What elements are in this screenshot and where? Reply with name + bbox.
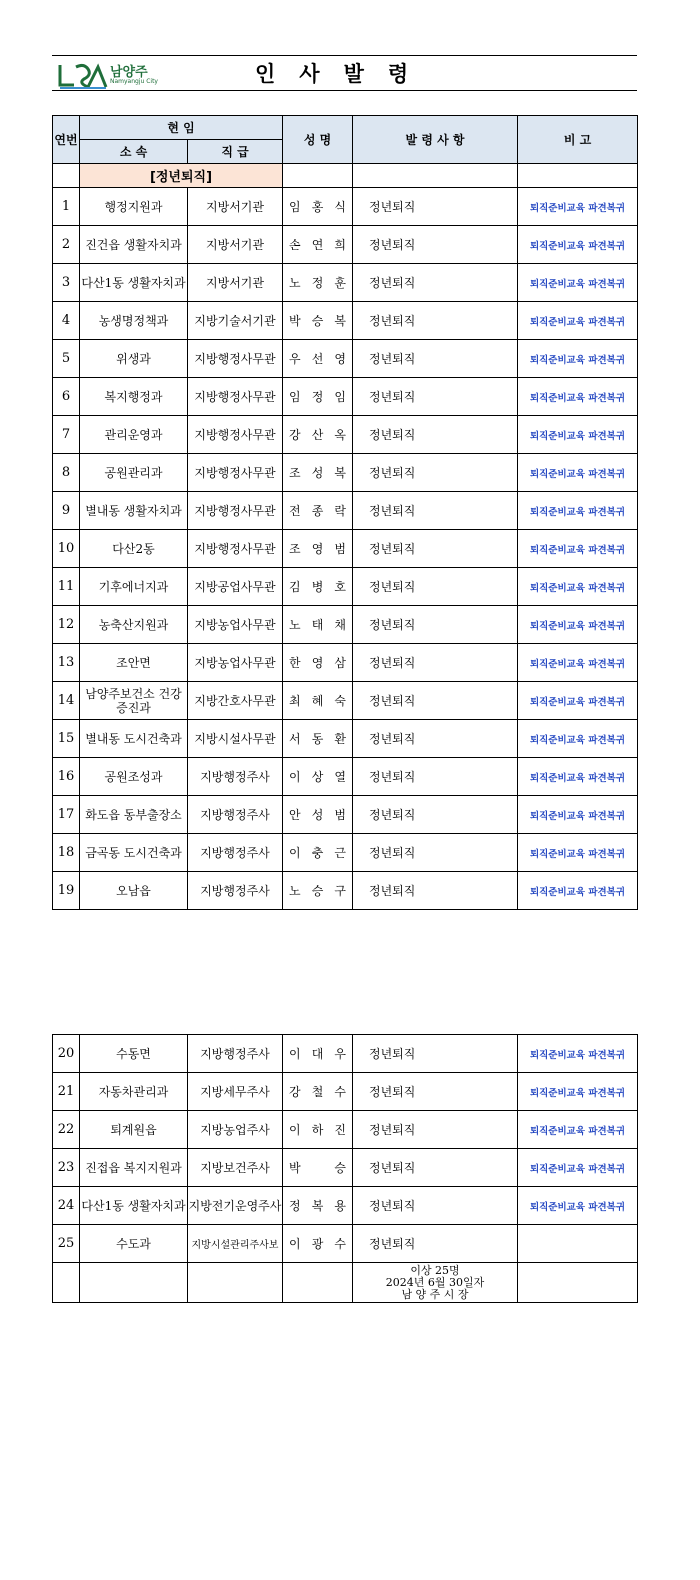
name-char: 성 [311,808,324,822]
row-dept: 기후에너지과 [80,568,188,606]
row-dept: 진접읍 복지지원과 [80,1149,188,1187]
row-action: 정년퇴직 [353,606,518,644]
row-action: 정년퇴직 [353,1149,518,1187]
name-char: 이 [289,770,301,784]
name-char: 식 [334,200,346,214]
name-char: 손 [289,238,301,252]
row-dept: 다산1동 생활자치과 [80,264,188,302]
row-dept: 조안면 [80,644,188,682]
row-number: 23 [53,1149,80,1187]
row-name [283,264,353,302]
name-char: 강 [289,1085,301,1099]
name-char: 강 [289,428,301,442]
row-remark: 퇴직준비교육 파견복귀 [518,834,638,872]
name-char: 한 [289,656,301,670]
row-number: 25 [53,1225,80,1263]
row-action: 정년퇴직 [353,1187,518,1225]
row-dept: 공원조성과 [80,758,188,796]
row-dept: 오남읍 [80,872,188,910]
row-number: 7 [53,416,80,454]
table-row [53,1225,638,1263]
name-char: 성 [311,466,324,480]
row-number: 5 [53,340,80,378]
name-char: 산 [311,428,324,442]
row-action: 정년퇴직 [353,264,518,302]
table-row [53,682,638,720]
row-name [283,492,353,530]
name-char: 이 [289,1047,301,1061]
row-rank: 지방행정주사 [188,758,283,796]
row-rank: 지방행정주사 [188,872,283,910]
row-dept: 수도과 [80,1225,188,1263]
row-name [283,568,353,606]
row-action: 정년퇴직 [353,682,518,720]
row-name [283,872,353,910]
name-char: 안 [289,808,301,822]
row-number: 20 [53,1035,80,1073]
row-number: 14 [53,682,80,720]
name-char: 하 [311,1123,324,1137]
row-name [283,226,353,264]
row-name [283,720,353,758]
name-char: 숙 [334,694,346,708]
header-action: 발 령 사 항 [353,116,518,164]
name-char: 최 [289,694,301,708]
row-name [283,1111,353,1149]
table-row [53,226,638,264]
name-char: 임 [334,390,346,404]
row-name [283,1149,353,1187]
row-action: 정년퇴직 [353,1111,518,1149]
row-action: 정년퇴직 [353,226,518,264]
row-action: 정년퇴직 [353,872,518,910]
name-char: 철 [311,1085,324,1099]
city-logo [58,61,168,91]
row-name [283,758,353,796]
row-remark: 퇴직준비교육 파견복귀 [518,720,638,758]
row-rank: 지방행정주사 [188,796,283,834]
row-number: 21 [53,1073,80,1111]
header-dept: 소 속 [80,140,188,164]
row-action: 정년퇴직 [353,340,518,378]
name-char: 정 [311,390,324,404]
row-name [283,834,353,872]
row-rank: 지방행정사무관 [188,340,283,378]
row-remark: 퇴직준비교육 파견복귀 [518,226,638,264]
row-action: 정년퇴직 [353,530,518,568]
name-char: 노 [289,618,301,632]
row-rank: 지방간호사무관 [188,682,283,720]
name-char: 상 [311,770,324,784]
row-rank: 지방농업사무관 [188,606,283,644]
logo-text: 남양주 [110,65,148,80]
row-action: 정년퇴직 [353,758,518,796]
table-row [53,302,638,340]
name-char: 대 [311,1047,324,1061]
row-name [283,1035,353,1073]
row-rank: 지방세무주사 [188,1073,283,1111]
table-row [53,796,638,834]
table-row [53,834,638,872]
row-name [283,796,353,834]
name-char: 노 [289,276,301,290]
row-name [283,378,353,416]
row-rank: 지방행정주사 [188,834,283,872]
row-rank: 지방보건주사 [188,1149,283,1187]
name-char: 우 [334,1047,346,1061]
row-dept: 위생과 [80,340,188,378]
row-remark: 퇴직준비교육 파견복귀 [518,530,638,568]
row-rank: 지방서기관 [188,226,283,264]
name-char: 서 [289,732,301,746]
table-row [53,454,638,492]
name-char: 정 [289,1199,301,1213]
row-rank: 지방서기관 [188,188,283,226]
table-row [53,872,638,910]
row-name [283,1225,353,1263]
name-char: 임 [289,200,301,214]
name-char: 훈 [334,276,346,290]
table-row [53,340,638,378]
row-action: 정년퇴직 [353,492,518,530]
name-char: 노 [289,884,301,898]
footer-row [53,1263,638,1303]
name-char: 동 [311,732,324,746]
row-number: 6 [53,378,80,416]
row-action: 정년퇴직 [353,188,518,226]
name-char: 이 [289,1123,301,1137]
name-char: 병 [311,580,324,594]
logo-mark-icon [58,61,108,91]
table-row [53,264,638,302]
name-char: 희 [334,238,346,252]
table-row [53,758,638,796]
row-number: 17 [53,796,80,834]
row-remark: 퇴직준비교육 파견복귀 [518,416,638,454]
table-row [53,1035,638,1073]
row-action: 정년퇴직 [353,1073,518,1111]
row-number: 9 [53,492,80,530]
row-rank: 지방농업주사 [188,1111,283,1149]
name-char: 임 [289,390,301,404]
table-row [53,492,638,530]
row-rank: 지방농업사무관 [188,644,283,682]
name-char: 조 [289,542,301,556]
row-remark: 퇴직준비교육 파견복귀 [518,1187,638,1225]
row-name [283,302,353,340]
name-char: 복 [311,1199,324,1213]
footer-mayor: 남 양 주 시 장 [401,1287,469,1301]
row-remark: 퇴직준비교육 파견복귀 [518,644,638,682]
row-action: 정년퇴직 [353,1035,518,1073]
name-char: 우 [289,352,301,366]
row-action: 정년퇴직 [353,720,518,758]
table-row [53,1111,638,1149]
name-char: 전 [289,504,301,518]
name-char: 승 [334,1161,346,1175]
row-rank: 지방행정사무관 [188,454,283,492]
row-dept: 행정지원과 [80,188,188,226]
row-dept: 복지행정과 [80,378,188,416]
table-row [53,1149,638,1187]
name-char: 영 [311,656,324,670]
row-rank: 지방전기운영주사 [188,1187,283,1225]
table-row [53,416,638,454]
row-number: 4 [53,302,80,340]
row-remark: 퇴직준비교육 파견복귀 [518,378,638,416]
row-number: 13 [53,644,80,682]
name-char: 승 [311,884,324,898]
name-char: 락 [334,504,346,518]
name-char: 열 [334,770,346,784]
row-number: 18 [53,834,80,872]
row-rank: 지방시설사무관 [188,720,283,758]
row-action: 정년퇴직 [353,302,518,340]
row-action: 정년퇴직 [353,378,518,416]
name-char: 범 [334,542,346,556]
name-char: 복 [334,466,346,480]
row-dept: 금곡동 도시건축과 [80,834,188,872]
name-char: 태 [311,618,324,632]
row-remark: 퇴직준비교육 파견복귀 [518,492,638,530]
name-char: 수 [334,1237,346,1251]
row-number: 2 [53,226,80,264]
row-action: 정년퇴직 [353,1225,518,1263]
name-char: 진 [334,1123,346,1137]
name-char: 광 [311,1237,324,1251]
row-remark: 퇴직준비교육 파견복귀 [518,872,638,910]
name-char: 옥 [334,428,346,442]
row-action: 정년퇴직 [353,796,518,834]
row-remark: 퇴직준비교육 파견복귀 [518,302,638,340]
row-action: 정년퇴직 [353,568,518,606]
name-char: 용 [334,1199,346,1213]
row-rank: 지방기술서기관 [188,302,283,340]
name-char: 혜 [311,694,324,708]
row-dept: 진건읍 생활자치과 [80,226,188,264]
name-char: 충 [311,846,324,860]
row-dept: 남양주보건소 건강증진과 [80,682,188,720]
personnel-table-1 [52,115,638,910]
row-name [283,1073,353,1111]
row-rank: 지방서기관 [188,264,283,302]
row-rank: 지방행정사무관 [188,416,283,454]
row-dept: 퇴계원읍 [80,1111,188,1149]
table-row [53,1187,638,1225]
row-dept: 수동면 [80,1035,188,1073]
header-remark: 비 고 [518,116,638,164]
name-char: 호 [334,580,346,594]
row-dept: 다산2동 [80,530,188,568]
footer-total: 이상 25명 [410,1263,460,1277]
footer-signature [353,1263,518,1303]
row-number: 12 [53,606,80,644]
row-name [283,188,353,226]
footer-date: 2024년 6월 30일자 [385,1275,485,1289]
name-char: 영 [311,542,324,556]
row-rank: 지방행정사무관 [188,492,283,530]
header-seq: 연번 [53,116,80,164]
row-number: 3 [53,264,80,302]
row-action: 정년퇴직 [353,416,518,454]
header-current: 현 임 [80,116,283,140]
row-dept: 농축산지원과 [80,606,188,644]
name-char: 삼 [334,656,346,670]
row-number: 10 [53,530,80,568]
page-title: 인사발령 [255,62,433,86]
row-number: 8 [53,454,80,492]
name-char: 승 [311,314,324,328]
row-number: 22 [53,1111,80,1149]
table-row [53,644,638,682]
row-number: 24 [53,1187,80,1225]
row-remark: 퇴직준비교육 파견복귀 [518,264,638,302]
table-row [53,606,638,644]
name-char: 정 [311,276,324,290]
row-action: 정년퇴직 [353,644,518,682]
name-char: 근 [334,846,346,860]
row-rank: 지방시설관리주사보 [188,1225,283,1263]
row-dept: 별내동 생활자치과 [80,492,188,530]
name-char: 수 [334,1085,346,1099]
personnel-table-2 [52,1034,638,1303]
row-dept: 공원관리과 [80,454,188,492]
name-char: 박 [289,314,301,328]
row-rank: 지방행정주사 [188,1035,283,1073]
name-char: 홍 [311,200,324,214]
row-name [283,682,353,720]
row-rank: 지방공업사무관 [188,568,283,606]
row-rank: 지방행정사무관 [188,530,283,568]
name-char: 복 [334,314,346,328]
name-char: 박 [289,1161,301,1175]
row-name [283,1187,353,1225]
header-top-rule [52,55,637,56]
row-name [283,530,353,568]
row-name [283,454,353,492]
row-rank: 지방행정사무관 [188,378,283,416]
row-remark: 퇴직준비교육 파견복귀 [518,796,638,834]
row-number: 15 [53,720,80,758]
row-remark: 퇴직준비교육 파견복귀 [518,1149,638,1187]
row-name [283,644,353,682]
row-dept: 다산1동 생활자치과 [80,1187,188,1225]
name-char: 범 [334,808,346,822]
row-remark: 퇴직준비교육 파견복귀 [518,682,638,720]
name-char: 선 [311,352,324,366]
name-char: 채 [334,618,346,632]
name-char: 김 [289,580,301,594]
row-name [283,416,353,454]
row-remark: 퇴직준비교육 파견복귀 [518,454,638,492]
row-remark [518,1225,638,1263]
name-char: 종 [311,504,324,518]
table-row [53,378,638,416]
table-row [53,188,638,226]
table-row [53,720,638,758]
name-char: 조 [289,466,301,480]
table-row [53,568,638,606]
header-rank: 직 급 [188,140,283,164]
row-action: 정년퇴직 [353,454,518,492]
header-name: 성 명 [283,116,353,164]
name-char: 이 [289,1237,301,1251]
name-char: 환 [334,732,346,746]
section-label: [정년퇴직] [80,164,283,188]
row-remark: 퇴직준비교육 파견복귀 [518,188,638,226]
row-number: 1 [53,188,80,226]
row-action: 정년퇴직 [353,834,518,872]
logo-subtext: Namyangju City [110,78,158,85]
row-remark: 퇴직준비교육 파견복귀 [518,1073,638,1111]
row-number: 11 [53,568,80,606]
name-char: 연 [311,238,324,252]
row-dept: 농생명정책과 [80,302,188,340]
row-remark: 퇴직준비교육 파견복귀 [518,758,638,796]
name-char: 이 [289,846,301,860]
name-char: 구 [334,884,346,898]
row-remark: 퇴직준비교육 파견복귀 [518,568,638,606]
row-dept: 자동차관리과 [80,1073,188,1111]
row-dept: 별내동 도시건축과 [80,720,188,758]
row-remark: 퇴직준비교육 파견복귀 [518,1035,638,1073]
row-dept: 화도읍 동부출장소 [80,796,188,834]
row-remark: 퇴직준비교육 파견복귀 [518,606,638,644]
row-name [283,606,353,644]
row-name [283,340,353,378]
row-remark: 퇴직준비교육 파견복귀 [518,340,638,378]
row-remark: 퇴직준비교육 파견복귀 [518,1111,638,1149]
row-dept: 관리운영과 [80,416,188,454]
row-number: 19 [53,872,80,910]
table-row [53,530,638,568]
table-row [53,1073,638,1111]
name-char: 영 [334,352,346,366]
row-number: 16 [53,758,80,796]
